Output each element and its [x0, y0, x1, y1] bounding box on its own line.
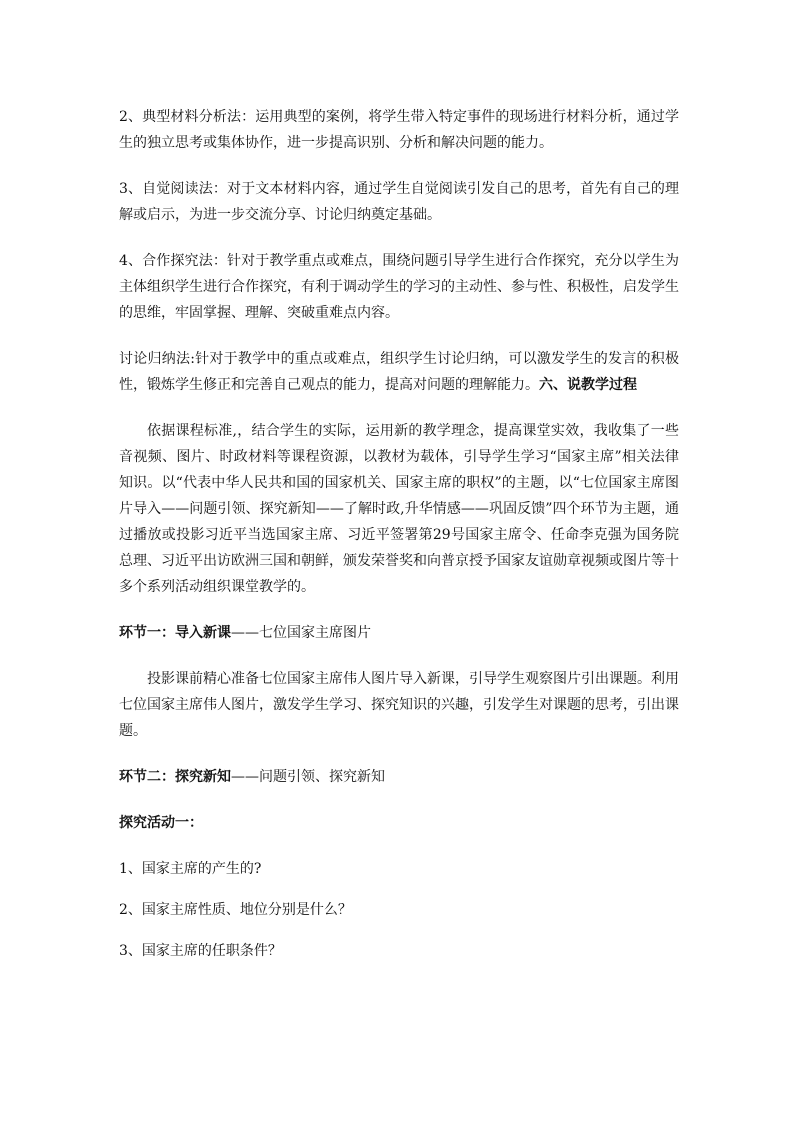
- paragraph-step-one: 投影课前精心准备七位国家主席伟人图片导入新课，引导学生观察图片引出课题。利用七位国家主席伟人图片，激发学生学习、探究知识的兴趣，引发学生对课题的思考，引出课题。: [119, 671, 679, 739]
- paragraph-cooperative-inquiry: 4、合作探究法：针对于教学重点或难点，围绕问题引导学生进行合作探究，充分以学生为主体组织学生进行合作探究，有利于调动学生的学习的主动性、参与性、积极性，启发学生的思维，牢固掌握、理解、突破重难点内容。: [119, 253, 679, 321]
- heading-step-one: [119, 620, 679, 646]
- step-two-subtitle: ——问题引领、探究新知: [231, 769, 385, 785]
- step-two-label: 环节二：探究新知: [119, 769, 231, 785]
- document-body: [119, 104, 679, 979]
- paragraph-self-reading: 3、自觉阅读法：对于文本材料内容，通过学生自觉阅读引发自己的思考，首先有自己的理解或启示，为进一步交流分享、讨论归纳奠定基础。: [119, 181, 679, 223]
- paragraph-teaching-process: 依据课程标准,，结合学生的实际，运用新的教学理念，提高课堂实效，我收集了一些音视频、图片、时政材料等课程资源，以教材为载体，引导学生学习“国家主席”相关法律知识。以“代表中华人民共和国的国家机关、国家主席的职权”的主题，以“七位国家主席图片导入——问题引领、探究新知——了解时政,升华情感——巩固反馈”四个环节为主题，通过播放或投影习近平当选国家主席、习近平签署第29号国家主席令、任命李克强为国务院总理、习近平出访欧洲三国和朝鲜，颁发荣誉奖和向普京授予国家友谊勋章视频或图片等十多个系列活动组织课堂教学的。: [119, 423, 679, 595]
- heading-step-two: [119, 764, 679, 790]
- step-one-subtitle: ——七位国家主席图片: [231, 625, 371, 641]
- question-item: 2、国家主席性质、地位分别是什么？: [119, 902, 352, 918]
- paragraph-case-analysis: 2、典型材料分析法：运用典型的案例，将学生带入特定事件的现场进行材料分析，通过学生的独立思考或集体协作，进一步提高识别、分析和解决问题的能力。: [119, 109, 679, 151]
- discussion-text: 讨论归纳法:针对于教学中的重点或难点，组织学生讨论归纳，可以激发学生的发言的积极性，锻炼学生修正和完善自己观点的能力，提高对问题的理解能力。: [119, 351, 679, 393]
- section-title-teaching-process: 六、说教学过程: [539, 377, 637, 393]
- question-item: 3、国家主席的任职条件？: [119, 943, 282, 959]
- step-one-label: 环节一：导入新课: [119, 625, 231, 641]
- paragraph-discussion: [119, 346, 679, 398]
- heading-activity-one: 探究活动一：: [119, 815, 203, 831]
- question-item: 1、国家主席的产生的?: [119, 861, 262, 877]
